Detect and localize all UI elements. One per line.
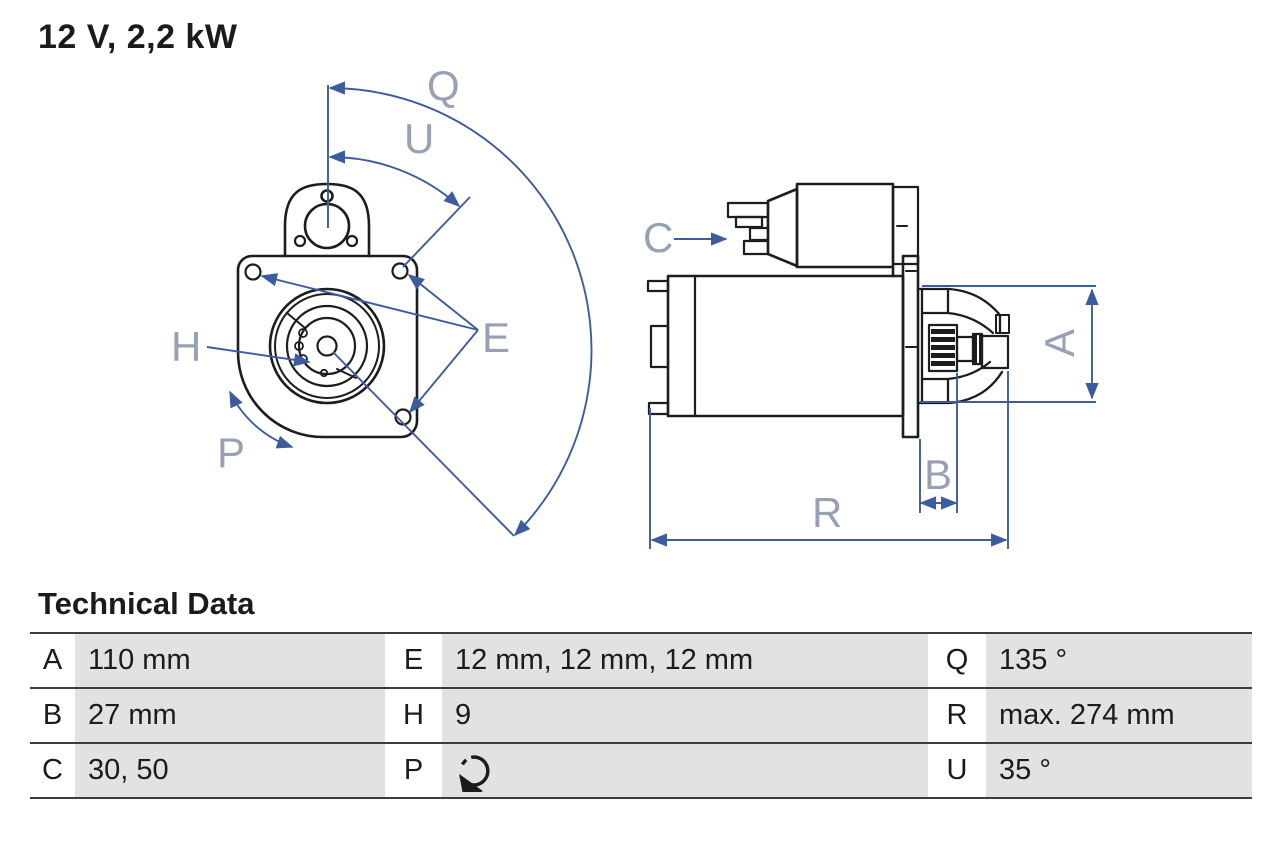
dim-key-r: R [928, 689, 986, 742]
endcap-tab-bottom [649, 403, 668, 414]
dim-value-h: 9 [442, 689, 928, 742]
dim-key-p: P [385, 744, 442, 797]
dim-value-a: 110 mm [75, 634, 385, 687]
shaft-end [982, 336, 1008, 368]
table-row [30, 632, 1252, 687]
ear-top-hole [322, 191, 333, 202]
table-row [30, 687, 1252, 742]
front-view-labels [171, 62, 510, 476]
rotation-ccw-icon [455, 750, 495, 792]
ear-left-hole [295, 236, 305, 246]
dim-key-h: H [385, 689, 442, 742]
solenoid-terminals [728, 203, 768, 254]
dim-arc-q [330, 88, 591, 535]
side-view-dimensions [650, 239, 1096, 549]
dim-label-u: U [404, 115, 435, 162]
dim-value-b: 27 mm [75, 689, 385, 742]
dim-key-a: A [30, 634, 75, 687]
dim-value-r: max. 274 mm [986, 689, 1252, 742]
endcap-tab-top [648, 281, 668, 291]
dim-label-b: B [924, 451, 953, 498]
dim-label-a: A [1036, 328, 1083, 358]
side-view-labels [643, 214, 1083, 536]
dim-key-q: Q [928, 634, 986, 687]
solenoid-cone [768, 189, 797, 266]
dim-label-c: C [643, 214, 674, 261]
dim-leader-h [207, 347, 309, 362]
ear-center-hole [305, 204, 349, 248]
dim-leader-u [403, 197, 470, 267]
table-row [30, 742, 1252, 797]
dim-label-e: E [482, 314, 511, 361]
dim-label-p: P [217, 429, 246, 476]
dim-radius-q [333, 352, 514, 536]
solenoid-body [797, 184, 893, 267]
pinion-shaft [957, 337, 973, 361]
ear-right-hole [347, 236, 357, 246]
dim-arc-u [330, 157, 459, 206]
dim-key-u: U [928, 744, 986, 797]
dim-key-b: B [30, 689, 75, 742]
flange-hole-top-left [246, 265, 261, 280]
dim-label-r: R [812, 489, 843, 536]
dim-value-u: 35 ° [986, 744, 1252, 797]
dim-value-c: 30, 50 [75, 744, 385, 797]
dim-key-c: C [30, 744, 75, 797]
dim-label-q: Q [427, 62, 460, 109]
dim-value-p [442, 744, 928, 797]
technical-data-table [30, 632, 1252, 799]
dim-leader-e3 [410, 330, 478, 412]
endcap-tab-mid [651, 326, 668, 367]
dim-value-e: 12 mm, 12 mm, 12 mm [442, 634, 928, 687]
page-title: 12 V, 2,2 kW [38, 18, 238, 56]
dim-key-e: E [385, 634, 442, 687]
technical-data-heading: Technical Data [38, 586, 255, 621]
dim-value-q: 135 ° [986, 634, 1252, 687]
front-view-dimensions [207, 85, 591, 536]
motor-body [668, 276, 903, 416]
dim-label-h: H [171, 323, 202, 370]
side-view-drawing [648, 184, 1009, 437]
